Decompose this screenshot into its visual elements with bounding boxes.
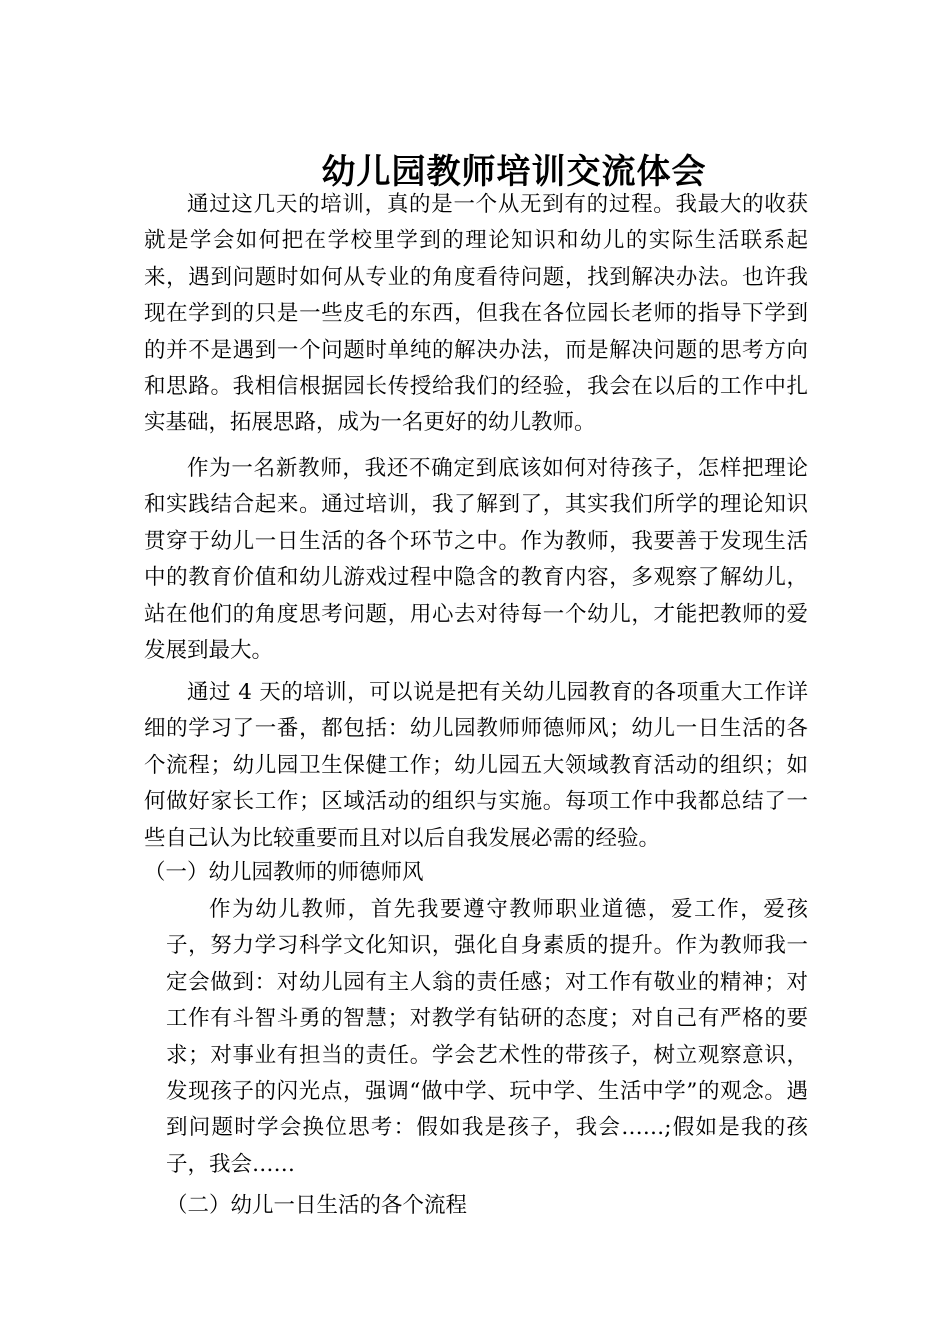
- paragraph-1: 通过这几天的培训，真的是一个从无到有的过程。我最大的收获就是学会如何把在学校里学到的理论知识和幼儿的实际生活联系起来，遇到问题时如何从专业的角度看待问题，找到解决办法。也许我现在学到的只是一些皮毛的东西，但我在各位园长老师的指导下学到的并不是遇到一个问题时单纯的解决办法，而是解决问题的思考方向和思路。我相信根据园长传授给我们的经验，我会在以后的工作中扎实基础，拓展思路，成为一名更好的幼儿教师。: [144, 192, 808, 436]
- section-heading-1: （一）幼儿园教师的师德师风: [144, 860, 424, 885]
- section-heading-2: （二）幼儿一日生活的各个流程: [166, 1193, 468, 1218]
- paragraph-3: 通过 4 天的培训，可以说是把有关幼儿园教育的各项重大工作详细的学习了一番，都包括：幼儿园教师师德师风；幼儿一日生活的各个流程；幼儿园卫生保健工作；幼儿园五大领域教育活动的组织；如何做好家长工作；区域活动的组织与实施。每项工作中我都总结了一些自己认为比较重要而且对以后自我发展必需的经验。: [144, 680, 808, 851]
- document-title: 幼儿园教师培训交流体会: [321, 151, 707, 192]
- paragraph-2: 作为一名新教师，我还不确定到底该如何对待孩子，怎样把理论和实践结合起来。通过培训，我了解到了，其实我们所学的理论知识贯穿于幼儿一日生活的各个环节之中。作为教师，我要善于发现生活中的教育价值和幼儿游戏过程中隐含的教育内容，多观察了解幼儿，站在他们的角度思考问题，用心去对待每一个幼儿，才能把教师的爱发展到最大。: [144, 456, 808, 664]
- section-1-body: 作为幼儿教师，首先我要遵守教师职业道德，爱工作，爱孩子，努力学习科学文化知识，强化自身素质的提升。作为教师我一定会做到：对幼儿园有主人翁的责任感；对工作有敬业的精神；对工作有斗智斗勇的智慧；对教学有钻研的态度；对自己有严格的要求；对事业有担当的责任。学会艺术性的带孩子，树立观察意识，发现孩子的闪光点，强调“做中学、玩中学、生活中学”的观念。遇到问题时学会换位思考：假如我是孩子，我会……;假如是我的孩子，我会……: [166, 897, 808, 1177]
